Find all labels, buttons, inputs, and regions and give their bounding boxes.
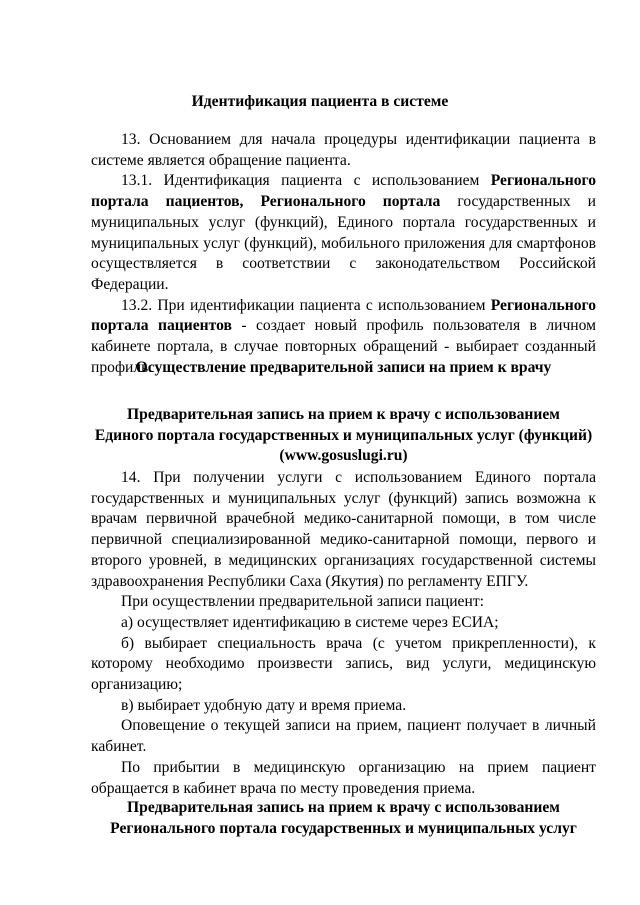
paragraph-13-2-bold: Регионального портала пациентов — [91, 296, 596, 335]
paragraph-14: 14. При получении услуги с использованием Единого портала государственных и муниципальных услуг (функций) запись возможна к врачам первичной врачебной медико-санитарной помощи, в том числе первичной специализированной медико-санитарной помощи, первого и второго уровней, в медицинских организациях государственной системы здравоохранения Республики Саха (Якутия) по регламенту ЕПГУ. — [91, 469, 596, 590]
gosuslugi-text-block — [91, 468, 596, 799]
paragraph-13-1 — [91, 171, 596, 295]
list-item-a: а) осуществляет идентификацию в системе через ЕСИА; — [121, 613, 499, 631]
subsection-heading-regional-portal — [91, 798, 596, 839]
paragraph-13-1-start: 13.1. Идентификация пациента с использованием — [121, 172, 491, 190]
section-heading-appointment: Осуществление предварительной записи на прием к врачу — [135, 359, 552, 376]
subsection-heading-gosuslugi-line1: Предварительная запись на прием к врачу с использованием — [127, 406, 560, 423]
subsection-heading-regional-line1: Предварительная запись на прием к врачу с использованием — [127, 799, 560, 816]
subsection-heading-gosuslugi-line3: (www.gosuslugi.ru) — [279, 447, 408, 465]
paragraph-13-1-bold: Регионального портала пациентов, Регионального портала — [91, 172, 596, 211]
paragraph-intro: При осуществлении предварительной записи пациент: — [121, 593, 484, 611]
paragraph-13-1-end: государственных и муниципальных услуг (функций), Единого портала государственных и муниципальных услуг (функций), мобильного приложения для смартфонов осуществляется в соответствии с законодательством Российской Федерации. — [91, 193, 596, 293]
paragraph-notify: Оповещение о текущей записи на прием, пациент получает в личный кабинет. — [91, 717, 596, 756]
subsection-heading-regional-line2: Регионального портала государственных и муниципальных услуг — [110, 819, 577, 837]
identification-text-block — [91, 130, 596, 378]
section-heading-identification: Идентификация пациента в системе — [191, 93, 449, 110]
paragraph-13-2-end: - создает новый профиль пользователя в личном кабинете портала, в случае повторных обращений - выбирает созданный профиль. — [91, 317, 596, 376]
paragraph-arrival: По прибытии в медицинскую организацию на прием пациент обращается в кабинет врача по месту проведения приема. — [91, 758, 596, 797]
list-item-v: в) выбирает удобную дату и время приема. — [121, 696, 407, 714]
list-item-b: б) выбирает специальность врача (с учетом прикрепленности), к которому необходимо произвести запись, вид услуги, медицинскую организацию; — [91, 634, 596, 694]
paragraph-13: 13. Основанием для начала процедуры идентификации пациента в системе является обращение пациента. — [91, 131, 596, 169]
subsection-heading-gosuslugi-line2: Единого портала государственных и муниципальных услуг (функций) — [94, 426, 593, 444]
subsection-heading-gosuslugi — [91, 405, 596, 467]
paragraph-13-2-start: 13.2. При идентификации пациента с использованием — [121, 296, 491, 314]
